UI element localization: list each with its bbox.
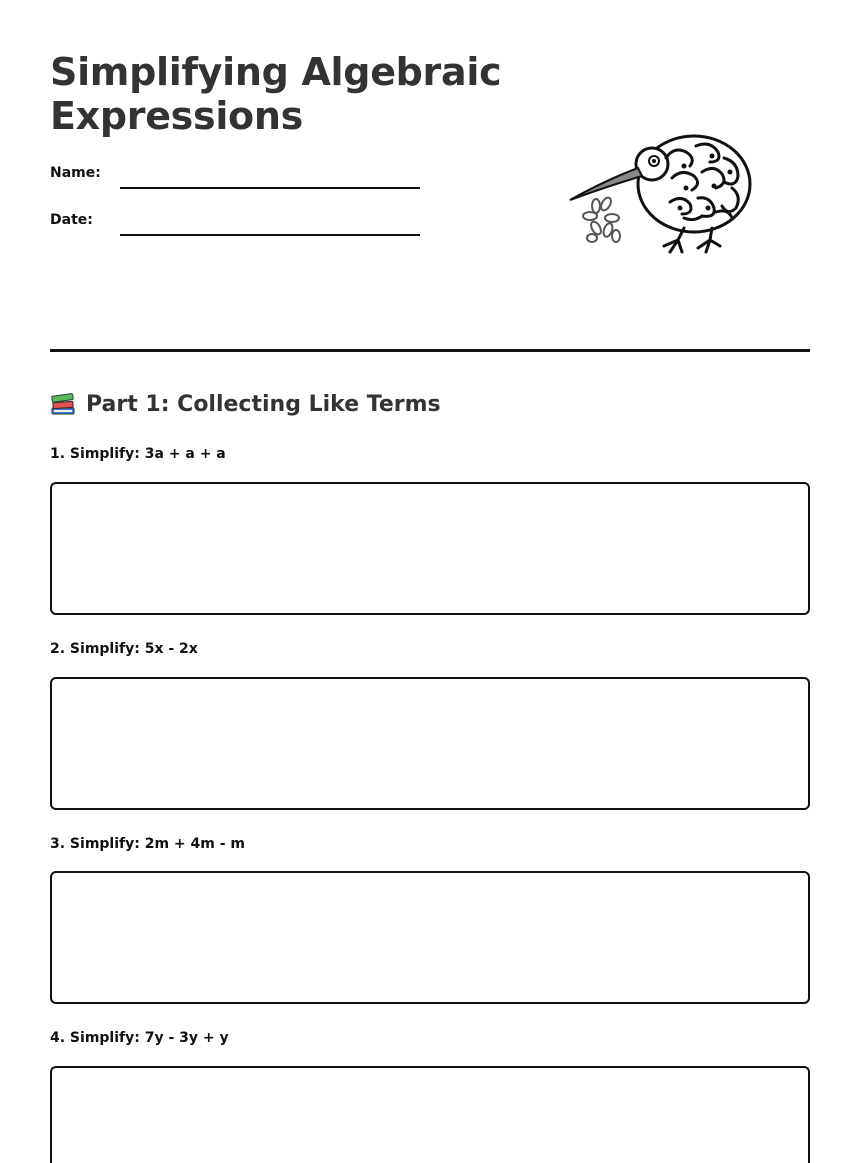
section-heading [50,389,441,419]
name-write-line[interactable] [120,187,420,189]
name-label: Name: [50,165,101,181]
question-4-label: 4. Simplify: 7y - 3y + y [50,1030,229,1046]
section-divider [50,349,810,352]
page-title: Simplifying Algebraic Expressions [50,50,502,138]
section-heading-text: Part 1: Collecting Like Terms [86,391,441,417]
books-icon [50,391,76,417]
answer-box-2[interactable] [50,677,810,810]
answer-box-4[interactable] [50,1066,810,1163]
date-field [50,212,430,236]
name-field [50,165,430,189]
question-1-label: 1. Simplify: 3a + a + a [50,446,226,462]
date-label: Date: [50,212,93,228]
question-3-label: 3. Simplify: 2m + 4m - m [50,836,245,852]
date-write-line[interactable] [120,234,420,236]
kiwi-bird-icon [566,128,756,256]
answer-box-3[interactable] [50,871,810,1004]
question-2-label: 2. Simplify: 5x - 2x [50,641,198,657]
answer-box-1[interactable] [50,482,810,615]
